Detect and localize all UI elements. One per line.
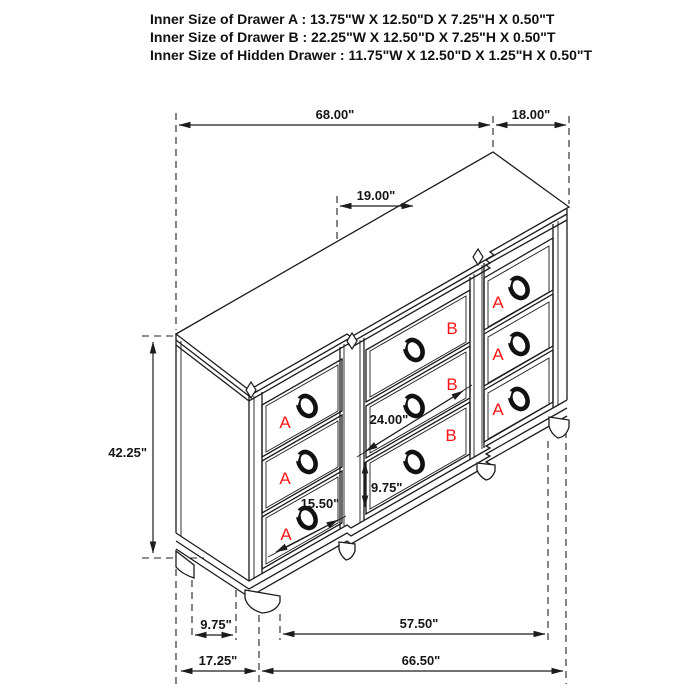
hidden-drawer-size-note: Inner Size of Hidden Drawer : 11.75"W X 12.50"D X 1.25"H X 0.50"T (150, 47, 593, 63)
dimension-foot-depth (195, 617, 233, 635)
base-side-depth-label: 17.25" (198, 653, 238, 668)
drawer-label: A (492, 293, 504, 312)
dimension-overall-height (108, 342, 153, 553)
left-opening-label: 15.50" (300, 496, 340, 511)
drawer-height-label: 9.75" (371, 480, 403, 495)
base-front-width-label: 57.50" (399, 616, 439, 631)
drawer-label: A (279, 469, 291, 488)
dimension-overall-depth (496, 107, 566, 125)
dimension-overall-width (179, 107, 490, 125)
top-segment-label: 19.00" (356, 188, 396, 203)
base-overall-width-label: 66.50" (401, 653, 441, 668)
drawer-label: B (445, 426, 457, 445)
dimension-base-front-width (283, 616, 545, 634)
drawer-label: A (279, 413, 291, 432)
center-opening-label: 24.00" (369, 412, 409, 427)
foot-depth-label: 9.75" (200, 617, 232, 632)
dimension-base-overall-width (262, 653, 563, 671)
drawer-b-size-note: Inner Size of Drawer B : 22.25"W X 12.50"D X 7.25"H X 0.50"T (150, 29, 556, 45)
overall-depth-label: 18.00" (511, 107, 551, 122)
dimension-top-segment (340, 188, 413, 206)
drawer-a-size-note: Inner Size of Drawer A : 13.75"W X 12.50"D X 7.25"H X 0.50"T (150, 11, 555, 27)
drawer-label: B (446, 319, 458, 338)
drawer-label: B (446, 375, 458, 394)
dimension-base-side-depth (181, 653, 256, 671)
header-notes (150, 11, 592, 63)
drawer-label: A (492, 345, 504, 364)
overall-width-label: 68.00" (315, 107, 355, 122)
overall-height-label: 42.25" (108, 445, 147, 460)
drawer-label: A (492, 400, 504, 419)
drawer-label: A (280, 525, 292, 544)
